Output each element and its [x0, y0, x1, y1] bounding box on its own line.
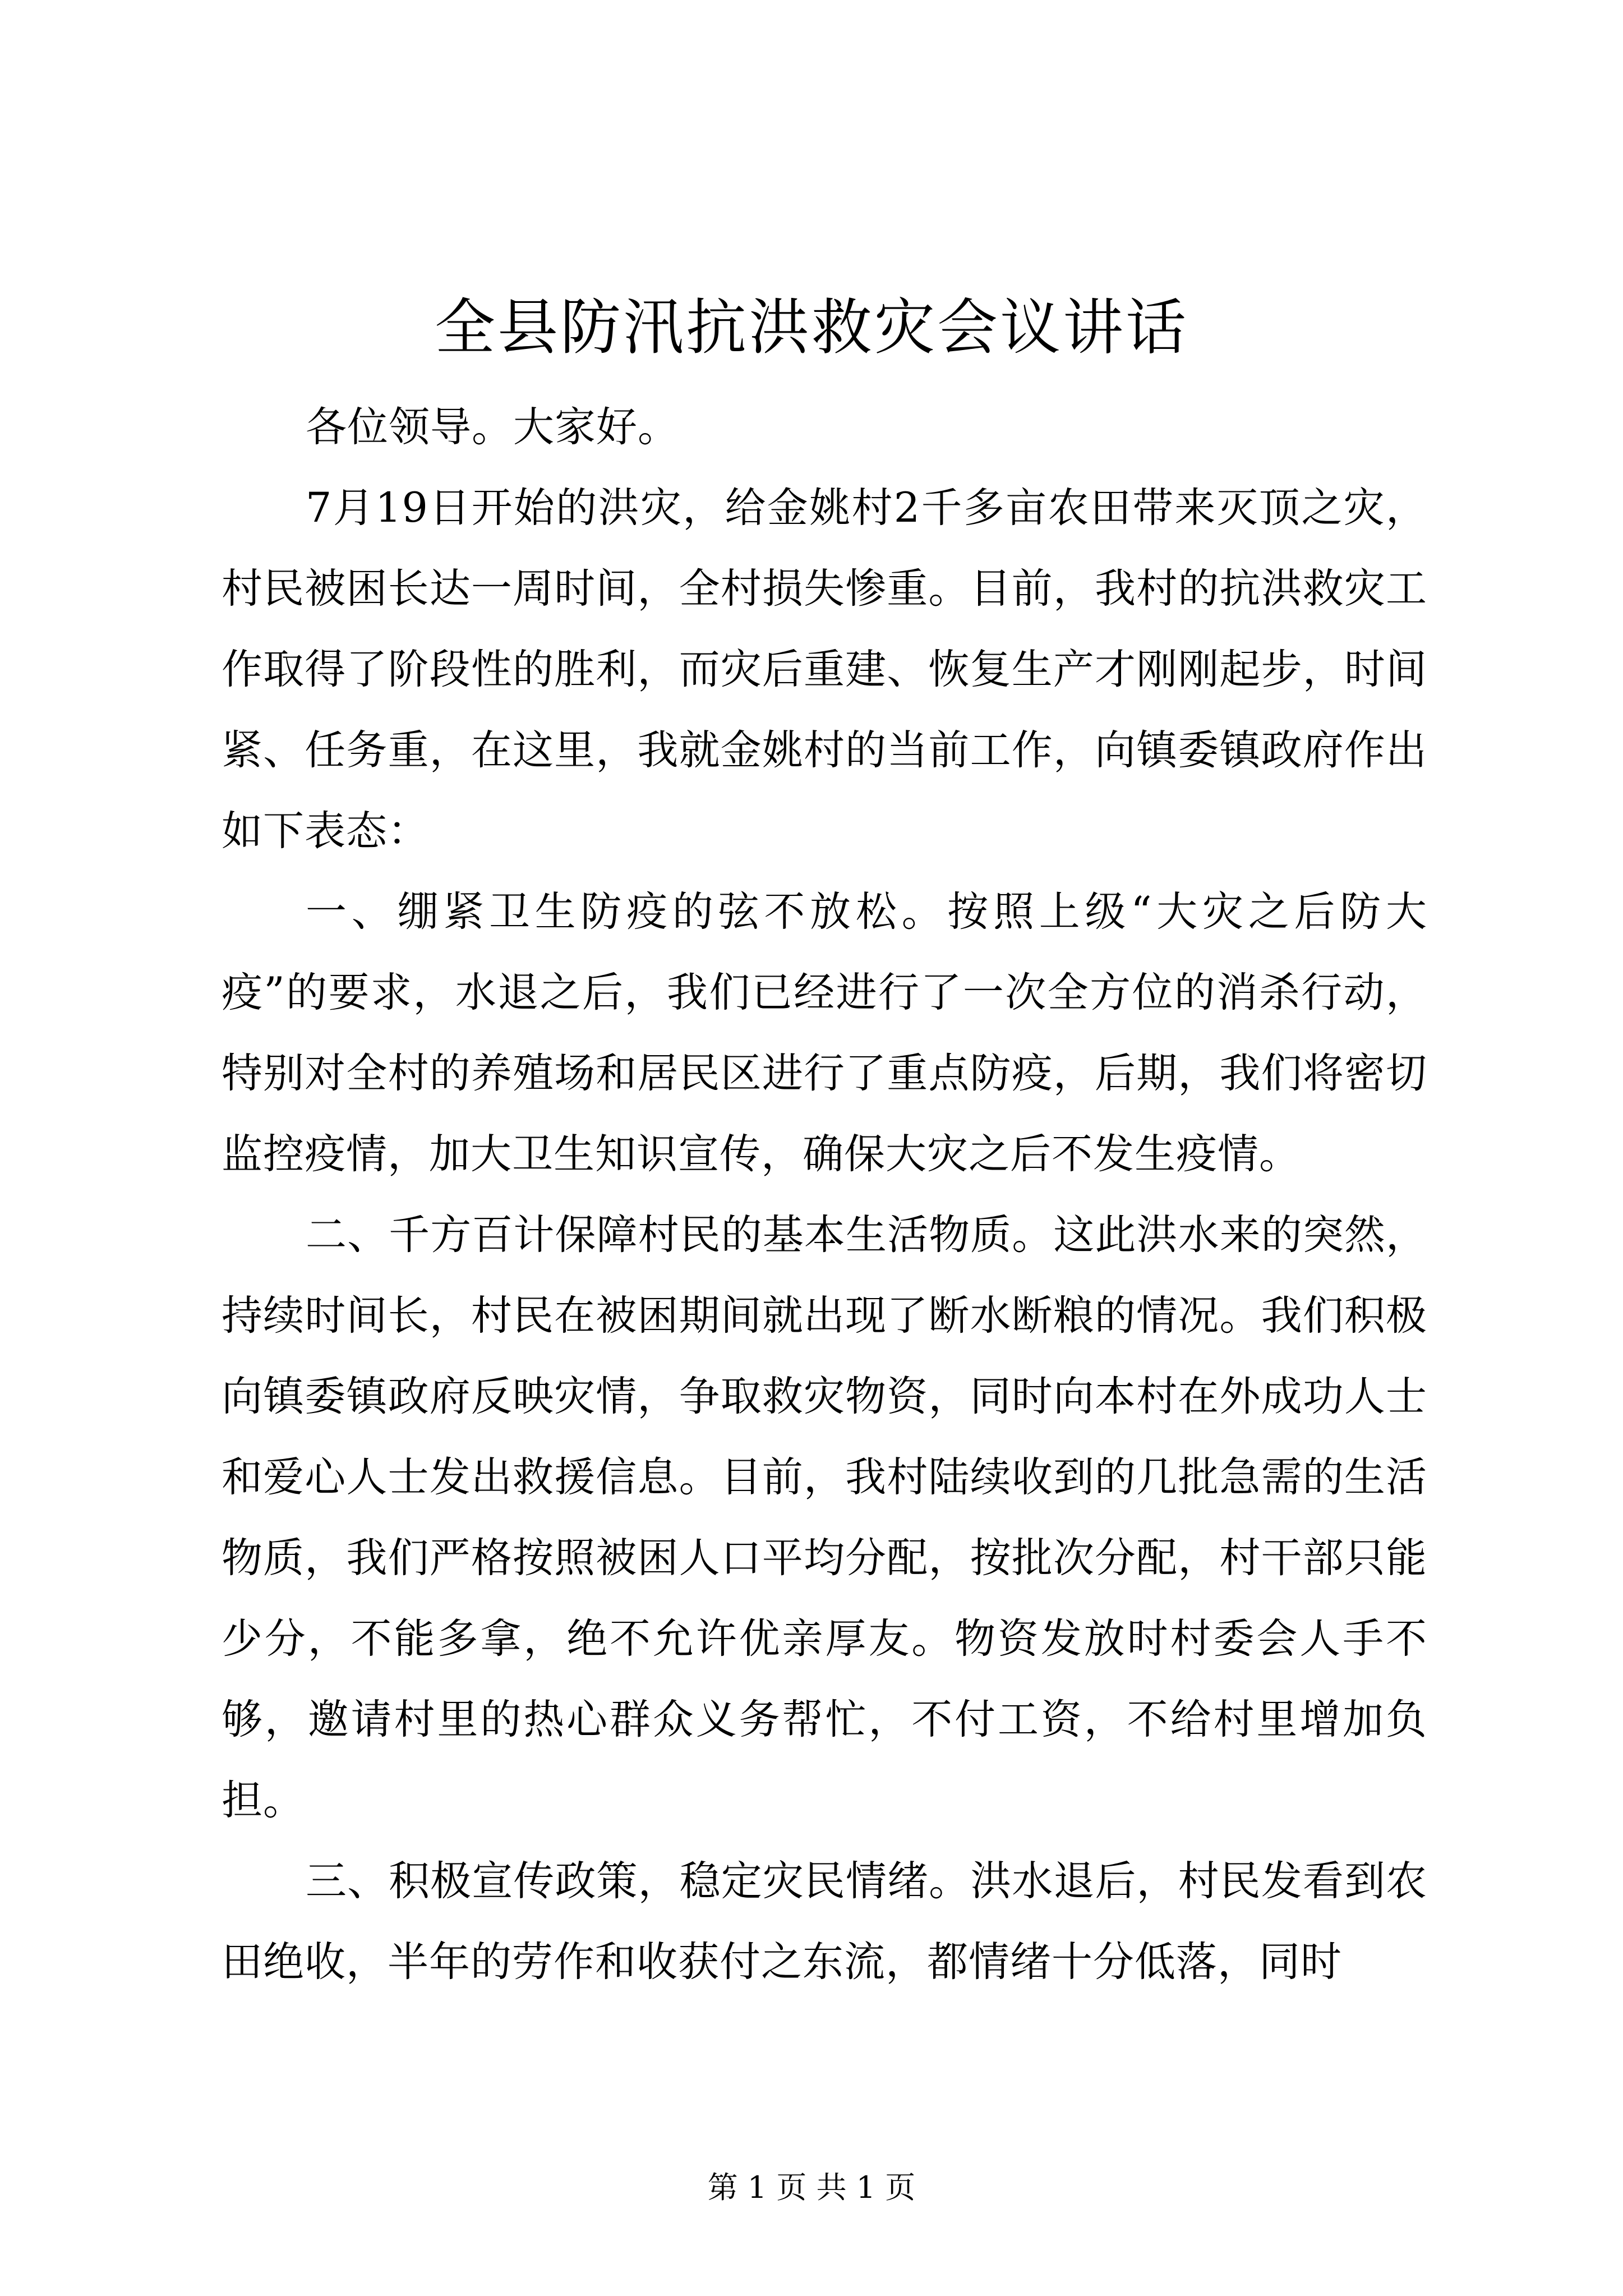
paragraph-intro: 7月19日开始的洪灾，给金姚村2千多亩农田带来灭顶之灾，村民被困长达一周时间，全村损失惨重。目前，我村的抗洪救灾工作取得了阶段性的胜利，而灾后重建、恢复生产才刚刚起步，时间紧、任务重，在这里，我就金姚村的当前工作，向镇委镇政府作出如下表态：: [222, 484, 1427, 855]
document-title: 全县防汛抗洪救灾会议讲话: [434, 293, 1188, 363]
paragraph-point-one: 一、绷紧卫生防疫的弦不放松。按照上级“大灾之后防大疫”的要求，水退之后，我们已经进行了一次全方位的消杀行动，特别对全村的养殖场和居民区进行了重点防疫，后期，我们将密切监控疫情，加大卫生知识宣传，确保大灾之后不发生疫情。: [222, 888, 1427, 1178]
page-footer: [0, 2165, 1623, 2210]
page-number-label: 第 1 页 共 1 页: [707, 2170, 916, 2205]
paragraph-point-three: 三、积极宣传政策，稳定灾民情绪。洪水退后，村民发看到农田绝收，半年的劳作和收获付之东流，都情绪十分低落，同时: [222, 1857, 1427, 1986]
paragraph-point-two: 二、千方百计保障村民的基本生活物质。这此洪水来的突然，持续时间长，村民在被困期间就出现了断水断粮的情况。我们积极向镇委镇政府反映灾情，争取救灾物资，同时向本村在外成功人士和爱心人士发出救援信息。目前，我村陆续收到的几批急需的生活物质，我们严格按照被困人口平均分配，按批次分配，村干部只能少分，不能多拿，绝不允许优亲厚友。物资发放时村委会人手不够，邀请村里的热心群众义务帮忙，不付工资，不给村里增加负担。: [222, 1211, 1427, 1824]
document-body: [222, 387, 1427, 2003]
paragraph-greeting: 各位领导。大家好。: [306, 403, 679, 451]
